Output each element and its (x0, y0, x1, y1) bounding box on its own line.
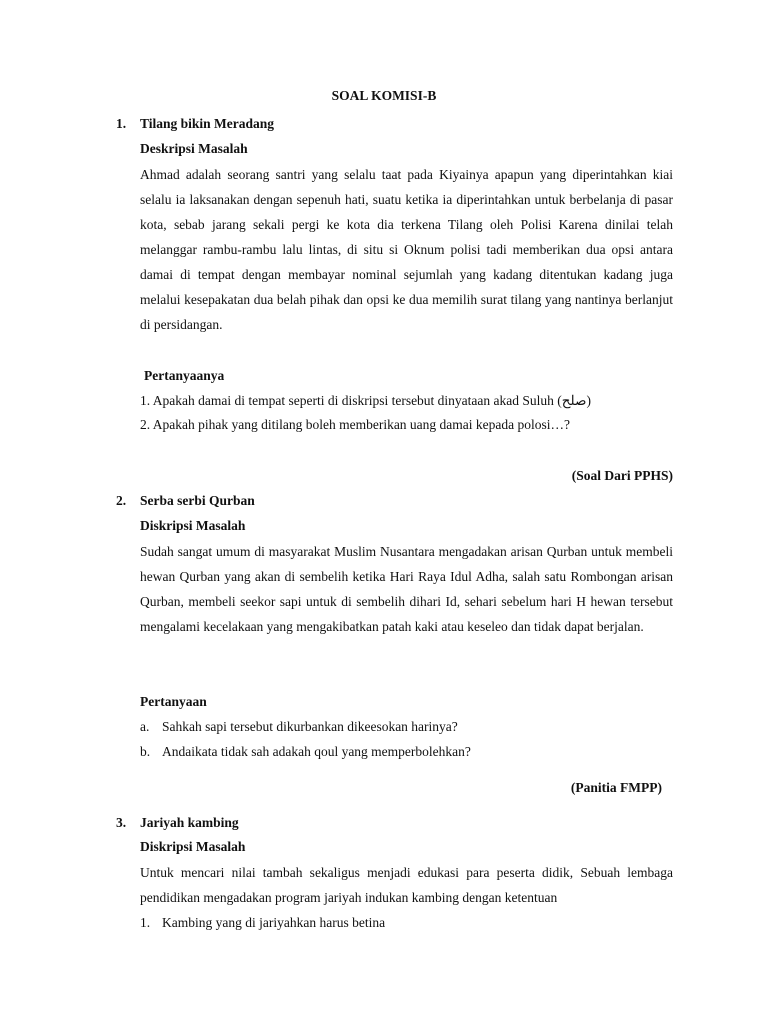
list-marker: 1. (140, 915, 151, 930)
section-3-description-label: Diskripsi Masalah (140, 839, 246, 854)
section-1-source: (Soal Dari PPHS) (571, 468, 673, 483)
section-2-question-b (140, 744, 471, 760)
question-text: Andaikata tidak sah adakah qoul yang memperbolehkan? (162, 744, 471, 759)
section-2-description-label: Diskripsi Masalah (140, 518, 246, 533)
question-text: Sahkah sapi tersebut dikurbankan dikeesokan harinya? (162, 719, 458, 734)
section-3-description: Untuk mencari nilai tambah sekaligus menjadi edukasi para peserta didik, Sebuah lembaga pendidikan mengadakan program jariyah indukan kambing dengan ketentuan (140, 865, 673, 905)
section-3-title: Jariyah kambing (140, 815, 239, 830)
section-1-title: Tilang bikin Meradang (140, 116, 275, 131)
list-marker: b. (140, 744, 151, 759)
section-2-question-a (140, 719, 458, 735)
item-text: Kambing yang di jariyahkan harus betina (162, 915, 386, 930)
section-2-description: Sudah sangat umum di masyarakat Muslim Nusantara mengadakan arisan Qurban untuk membeli hewan Qurban yang akan di sembelih ketika Hari Raya Idul Adha, salah satu Rombongan arisan Qurban, membeli seekor sapi untuk di sembelih dihari Id, sehari sebelum hari H hewan tersebut mengalami kecelakaan yang mengakibatkan patah kaki atau keseleo dan tidak dapat berjalan. (140, 544, 673, 634)
section-1-number: 1. (116, 116, 127, 131)
section-1-description: Ahmad adalah seorang santri yang selalu taat pada Kiyainya apapun yang diperintahkan kiai selalu ia laksanakan dengan sepenuh hati, suatu ketika ia diperintahkan untuk berbelanja di pasar kota, sebab jarang sekali pergi ke kota dia terkena Tilang oleh Polisi Karena dinilai telah melanggar rambu-rambu lalu lintas, di situ si Oknum polisi tadi memberikan dua opsi antara damai di tempat dengan membayar nominal sejumlah yang kadang ditentukan kadang juga melalui kesepakatan dua belah pihak dan opsi ke dua memilih surat tilang yang nantinya berlanjut di persidangan. (140, 167, 673, 332)
section-2-number: 2. (116, 493, 127, 508)
section-3-number: 3. (116, 815, 127, 830)
section-3-item-1 (140, 915, 385, 931)
section-1-question-2: 2. Apakah pihak yang ditilang boleh memberikan uang damai kepada polosi…? (140, 417, 571, 432)
section-1-description-label: Deskripsi Masalah (140, 141, 248, 156)
section-2-title: Serba serbi Qurban (140, 493, 255, 508)
list-marker: a. (140, 719, 150, 734)
section-1-question-1: 1. Apakah damai di tempat seperti di diskripsi tersebut dinyataan akad Suluh (صلح) (140, 393, 591, 408)
section-1-question-label: Pertanyaanya (144, 368, 225, 383)
section-2-question-label: Pertanyaan (140, 694, 207, 709)
section-2-source: (Panitia FMPP) (570, 780, 662, 795)
document-title: SOAL KOMISI-B (331, 88, 437, 103)
